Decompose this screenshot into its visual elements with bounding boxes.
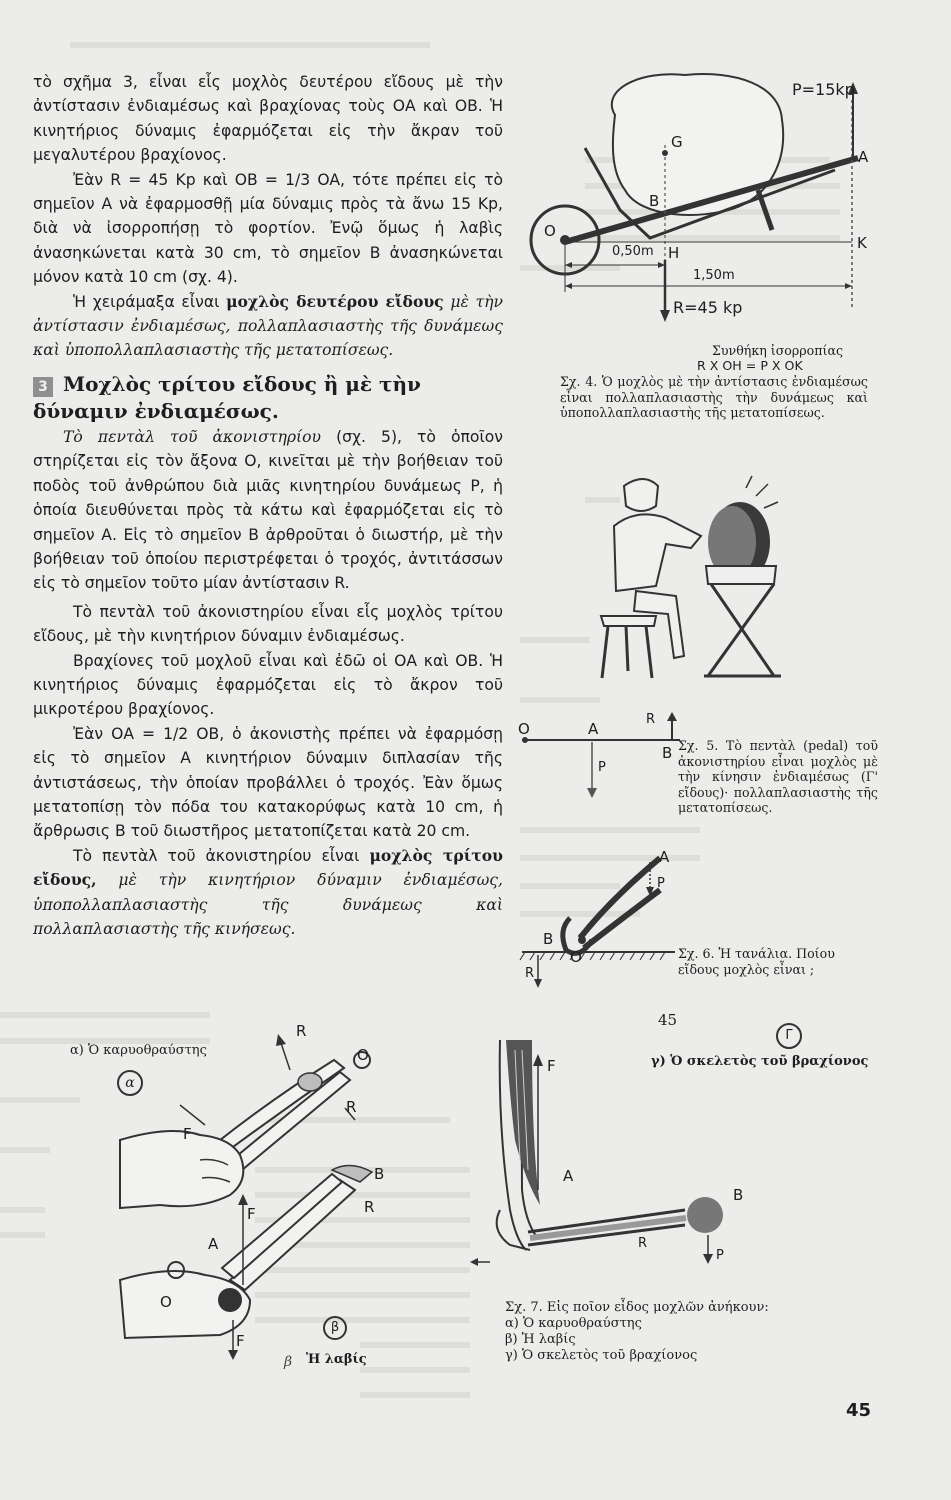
- paragraph-3-bold: μοχλὸς δευτέρου εἴδους: [226, 291, 444, 311]
- fig6-label-O: O: [570, 948, 582, 966]
- fig7-b-label: Ἡ λαβίς: [306, 1352, 367, 1367]
- paragraph-8-italic: μὲ τὴν κινητήριον δύναμιν ἐνδιαμέσως, ὑποπολλαπλασιαστὴς τῆς δυνάμεως καὶ πολλαπλασιαστὴς τῆς κινήσεως.: [33, 871, 503, 938]
- fig4-label-B: B: [649, 192, 660, 210]
- fig5-label-P: P: [598, 760, 606, 775]
- fig7-arm-label-B: B: [733, 1186, 744, 1204]
- fig7-tong-label-B: B: [374, 1165, 385, 1183]
- fig7-caption-a: α) Ὁ καρυοθραύστης: [505, 1316, 642, 1331]
- paragraph-7: Ἐὰν ΟΑ = 1/2 ΟΒ, ὁ ἀκονιστὴς πρέπει νὰ ἐφαρμόσῃ εἰς τὸ σημεῖον Α κινητήριον δύναμιν διπλασίαν τῆς ἀντιστάσεως, τὴν ὁποίαν προβάλλει ὁ τροχός. Ἐὰν ὅμως μετατοπίσῃ τὸν πόδα του κατακορύφως κατὰ 10 cm, ἡ ἄρθρωσις Β τοῦ διωστῆρος μετατοπίζεται κατὰ 20 cm.: [33, 724, 503, 841]
- fig7-tong-label-O: O: [160, 1293, 172, 1311]
- fig6-caption: Σχ. 6. Ἡ τανάλια. Ποίου εἴδους μοχλὸς εἶναι ;: [678, 946, 835, 977]
- fig7-tong-label-A: A: [208, 1235, 219, 1253]
- middle-page-number: 45: [658, 1011, 678, 1029]
- section-number: 3: [33, 377, 53, 397]
- fig7-arm-label-F: F: [547, 1057, 556, 1075]
- fig5-label-B: B: [662, 744, 673, 762]
- paragraph-6: Βραχίονες τοῦ μοχλοῦ εἶναι καὶ ἐδῶ οἱ ΟΑ καὶ ΟΒ. Ἡ κινητήριος δύναμις ἐφαρμόζεται εἰς τὸ ἄκρον τοῦ μικροτέρου βραχίονος.: [33, 651, 503, 719]
- fig7-nut-label-R: R: [296, 1022, 307, 1040]
- fig4-label-O: O: [544, 222, 556, 240]
- paragraph-8-bold: μοχλὸς τρίτου εἴδους,: [33, 845, 503, 890]
- fig7-arm-label-A: A: [563, 1167, 574, 1185]
- fig4-caption: Σχ. 4. Ὁ μοχλὸς μὲ τὴν ἀντίστασις ἐνδιαμέσως εἶναι πολλαπλασιαστὴς τὴν δυνάμεως καὶ ὑποπολλαπλασιαστὴς τῆς μετατοπίσεως.: [560, 374, 868, 421]
- paragraph-3-italic: μὲ τὴν ἀντίστασιν ἐνδιαμέσως, πολλαπλασιαστὴς τῆς δυνάμεως καὶ ὑποπολλαπλασιαστὴς τῆς μετατοπίσεως.: [33, 292, 503, 360]
- fig6-label-R: R: [525, 966, 535, 981]
- fig5-label-A: A: [588, 720, 599, 738]
- section-title: Μοχλὸς τρίτου εἴδους ἢ μὲ τὴν δύναμιν ἐνδιαμέσως.: [33, 371, 421, 423]
- fig7-a-label: α) Ὁ καρυοθραύστης: [70, 1043, 207, 1058]
- paragraph-4-rest: (σχ. 5), τὸ ὁποῖον στηρίζεται εἰς τὸν ἄξονα Ο, κινεῖται μὲ τὴν βοήθειαν τοῦ ποδὸς τοῦ ἀνθρώπου διὰ μιᾶς κινητηρίου δυνάμεως Ρ, ἡ ὁποία διευθύνεται πρὸς τὰ κάτω καὶ ἐφαρμόζεται εἰς τὸ σημεῖον Α. Εἰς τὸ σημεῖον Β ἀρθροῦται ὁ διωστήρ, μὲ τὴν βοήθειαν τοῦ ὁποίου περιστρέφεται ὁ τροχός, ἀντιτάσσων εἰς τὸ σημεῖον τοῦτο μίαν ἀντίστασιν R.: [33, 427, 503, 593]
- fig4-dim-050: 0,50m: [612, 244, 654, 259]
- fig4-condition-title: Συνθήκη ἰσορροπίας: [712, 343, 844, 358]
- fig4-label-A: A: [858, 148, 869, 166]
- fig4-label-H: H: [668, 244, 680, 262]
- fig6-pincers-diagram: [520, 840, 680, 990]
- paragraph-3-lead: Ἡ χειράμαξα εἶναι: [73, 292, 220, 311]
- fig4-dim-150: 1,50m: [693, 268, 735, 283]
- fig7-tong-label-F: F: [247, 1205, 256, 1223]
- section-heading: [33, 371, 503, 425]
- paragraph-8: [33, 844, 503, 942]
- paragraph-8-lead: Τὸ πεντὰλ τοῦ ἀκονιστηρίου εἶναι: [73, 846, 360, 865]
- fig6-label-A: A: [659, 848, 670, 866]
- fig7-tongs-diagram: [110, 1160, 400, 1340]
- fig6-label-P: P: [657, 876, 665, 891]
- paragraph-3: [33, 290, 503, 363]
- paragraph-1: τὸ σχῆμα 3, εἶναι εἷς μοχλὸς δευτέρου εἴδους μὲ τὴν ἀντίστασιν ἐνδιαμέσως καὶ βραχίονας τοὺς ΟΑ καὶ ΟΒ. Ἡ κινητήριος δύναμις ἐφαρμόζεται εἰς τὴν ἄκραν τοῦ μεγαλυτέρου βραχίονος.: [33, 73, 503, 165]
- paragraph-4-italic: Τὸ πεντὰλ τοῦ ἀκονιστηρίου: [63, 427, 322, 446]
- fig5-lever-diagram: [520, 712, 680, 802]
- paragraph-4: [33, 425, 503, 596]
- fig7-badge-g: Γ: [776, 1023, 802, 1049]
- fig5-label-R: R: [646, 712, 656, 727]
- fig7-nut-label-R2: R: [346, 1098, 357, 1116]
- fig4-wheelbarrow-diagram: [520, 60, 940, 330]
- fig7-tong-label-R: R: [364, 1198, 375, 1216]
- fig7-nut-label-O: O: [357, 1046, 369, 1064]
- fig6-label-B: B: [543, 930, 554, 948]
- fig5-grinder-illustration: [596, 466, 806, 696]
- fig7-caption-g: γ) Ὁ σκελετὸς τοῦ βραχίονος: [505, 1348, 698, 1363]
- fig4-label-K: K: [857, 234, 867, 252]
- paragraph-5: Τὸ πεντὰλ τοῦ ἀκονιστηρίου εἶναι εἷς μοχλὸς τρίτου εἴδους, μὲ τὴν κινητήριον δύναμιν ἐνδιαμέσως.: [33, 602, 503, 646]
- main-text-column: [33, 70, 503, 941]
- fig7-nut-label-F: F: [183, 1125, 192, 1143]
- fig7-arm-label-R: R: [638, 1236, 648, 1251]
- fig7-caption-title: Σχ. 7. Εἰς ποῖον εἶδος μοχλῶν ἀνήκουν:: [505, 1300, 769, 1315]
- paragraph-2: Ἐὰν R = 45 Kp καὶ OB = 1/3 OA, τότε πρέπει εἰς τὸ σημεῖον Α νὰ ἐφαρμοσθῇ μία δύναμις πρὸς τὰ ἄνω 15 Kp, διὰ νὰ ἰσορροπήσῃ τὸ φορτίον. Ἐνῷ ὅμως ἡ λαβὶς ἀνασηκώνεται κατὰ 30 cm, τὸ σημεῖον Β ἀνασηκώνεται μόνον κατὰ 10 cm (σχ. 4).: [33, 170, 503, 287]
- fig4-force-bottom: R=45 kp: [673, 298, 743, 317]
- fig7-b-marker: β: [284, 1354, 293, 1370]
- fig7-arm-label-P: P: [716, 1248, 724, 1263]
- fig5-label-O: O: [518, 720, 530, 738]
- fig7-caption: [505, 1300, 769, 1364]
- fig5-caption: Σχ. 5. Τὸ πεντὰλ (pedal) τοῦ ἀκονιστηρίου εἶναι μοχλὸς μὲ τὴν κίνησιν ἐνδιαμέσως (Γ' εἴδους)· πολλαπλασιαστὴς τῆς μετατοπίσεως.: [678, 738, 878, 816]
- page-number: 45: [846, 1400, 872, 1421]
- fig7-g-label: γ) Ὁ σκελετὸς τοῦ βραχίονος: [651, 1054, 869, 1069]
- fig4-condition-eq: R X OH = P X OK: [697, 358, 803, 373]
- fig7-badge-b: β: [323, 1316, 347, 1340]
- fig4-force-top: P=15kp: [792, 80, 855, 99]
- fig4-label-G: G: [671, 133, 683, 151]
- fig7-tong-label-F2: F: [236, 1332, 245, 1350]
- fig7-caption-b: β) Ἡ λαβίς: [505, 1332, 576, 1347]
- fig7-badge-a: α: [117, 1070, 143, 1096]
